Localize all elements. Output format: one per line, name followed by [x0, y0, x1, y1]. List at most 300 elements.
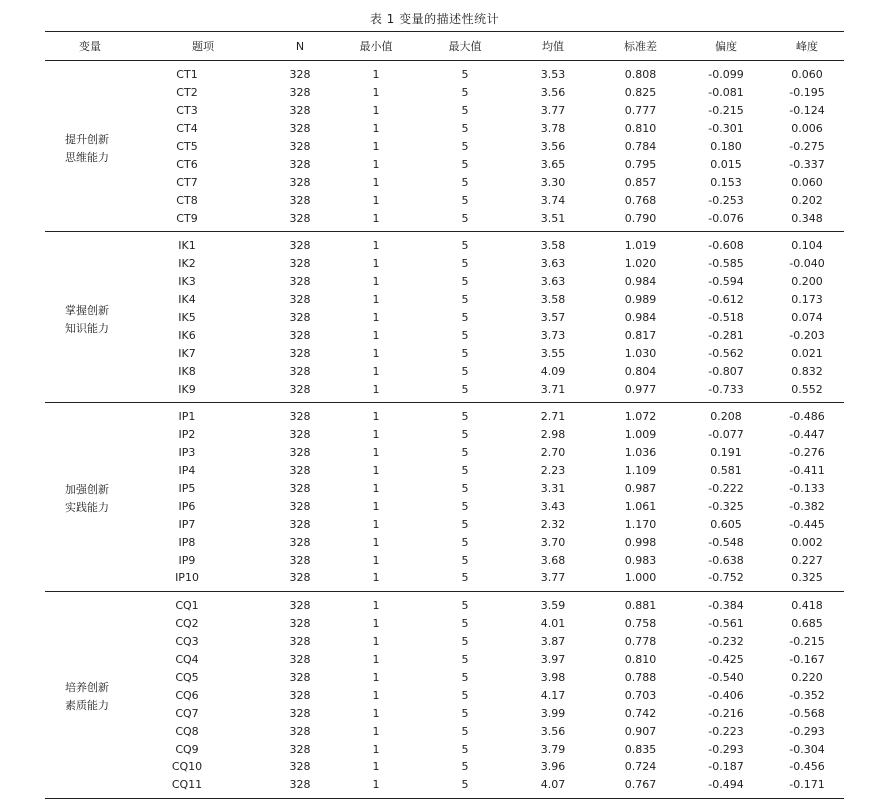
- min-cell: 1: [372, 464, 380, 478]
- n-cell: 328: [289, 104, 311, 118]
- min-cell: 1: [372, 670, 380, 684]
- mean-cell: 4.01: [540, 617, 566, 631]
- n-cell: 328: [289, 428, 311, 442]
- item-cell: CT4: [176, 122, 198, 136]
- table-row: [45, 84, 844, 102]
- group-label-line: 实践能力: [65, 501, 109, 515]
- kurtosis-cell: -0.133: [789, 482, 825, 496]
- n-cell: 328: [289, 635, 311, 649]
- std-cell: 0.825: [624, 86, 657, 100]
- min-cell: 1: [329, 209, 423, 231]
- max-cell: 5: [461, 275, 469, 289]
- skewness-cell: -0.612: [708, 293, 744, 307]
- mean-cell: 4.07: [507, 776, 599, 798]
- mean-cell: 4.17: [540, 688, 566, 702]
- skewness-cell: -0.076: [682, 209, 770, 231]
- min-cell: 1: [372, 364, 380, 378]
- table-row: [45, 426, 844, 444]
- min-cell: 1: [372, 140, 380, 153]
- skewness-cell: -0.223: [708, 724, 744, 738]
- skewness-cell: -0.077: [708, 428, 744, 442]
- kurtosis-cell: 0.200: [791, 275, 823, 289]
- std-cell: 1.019: [624, 239, 657, 253]
- n-cell: 328: [289, 410, 311, 424]
- mean-cell: 3.57: [540, 311, 566, 325]
- min-cell: 1: [372, 635, 380, 649]
- kurtosis-cell: 0.685: [791, 617, 823, 631]
- mean-cell: 3.58: [540, 293, 566, 307]
- n-cell: 328: [289, 157, 311, 171]
- mean-cell: 3.74: [540, 193, 566, 207]
- std-cell: 0.790: [599, 209, 682, 231]
- mean-cell: 3.53: [540, 68, 566, 82]
- std-cell: 0.810: [624, 653, 657, 667]
- table-row: [45, 403, 844, 426]
- kurtosis-cell: 0.220: [791, 670, 823, 684]
- std-cell: 0.989: [624, 293, 657, 307]
- kurtosis-cell: 0.173: [791, 293, 823, 307]
- mean-cell: 3.78: [540, 122, 566, 136]
- skewness-cell: 0.191: [710, 446, 742, 460]
- n-cell: 328: [289, 140, 311, 153]
- table-row: [45, 138, 844, 156]
- kurtosis-cell: -0.304: [789, 742, 825, 756]
- kurtosis-cell: -0.293: [789, 724, 825, 738]
- n-cell: 328: [289, 464, 311, 478]
- item-cell: CQ6: [175, 688, 199, 702]
- item-cell: IP9: [178, 553, 196, 567]
- group-label: [45, 61, 135, 232]
- n-cell: 328: [289, 275, 311, 289]
- min-cell: 1: [372, 553, 380, 567]
- mean-cell: 3.63: [540, 275, 566, 289]
- mean-cell: 3.31: [540, 482, 566, 496]
- table-row: [45, 686, 844, 704]
- n-cell: 328: [289, 517, 311, 531]
- max-cell: 5: [423, 209, 507, 231]
- mean-cell: 3.56: [540, 86, 566, 100]
- max-cell: 5: [461, 68, 469, 82]
- mean-cell: 3.56: [540, 724, 566, 738]
- item-cell: IP6: [178, 499, 196, 513]
- table-row: [45, 776, 844, 798]
- std-cell: 0.808: [624, 68, 657, 82]
- item-cell: IP10: [135, 569, 271, 591]
- max-cell: 5: [461, 499, 469, 513]
- n-cell: 328: [289, 482, 311, 496]
- table-row: [45, 669, 844, 687]
- min-cell: 1: [372, 706, 380, 720]
- item-cell: CT8: [176, 193, 198, 207]
- max-cell: 5: [461, 328, 469, 342]
- std-cell: 0.984: [624, 275, 657, 289]
- item-cell: IP5: [178, 482, 196, 496]
- skewness-cell: -0.081: [708, 86, 744, 100]
- item-cell: IK4: [178, 293, 196, 307]
- header-row: [45, 32, 844, 61]
- n-cell: 328: [289, 670, 311, 684]
- n-cell: 328: [289, 328, 311, 342]
- group-label-line: 培养创新: [65, 681, 109, 695]
- min-cell: 1: [372, 157, 380, 171]
- n-cell: 328: [289, 599, 311, 613]
- skewness-cell: 0.015: [710, 157, 742, 171]
- min-cell: 1: [372, 428, 380, 442]
- std-cell: 1.000: [599, 569, 682, 591]
- std-cell: 1.020: [624, 257, 657, 271]
- skewness-cell: 0.605: [710, 517, 742, 531]
- n-cell: 328: [289, 293, 311, 307]
- max-cell: 5: [461, 760, 469, 774]
- skewness-cell: -0.561: [708, 617, 744, 631]
- kurtosis-cell: 0.060: [791, 175, 823, 189]
- max-cell: 5: [461, 599, 469, 613]
- kurtosis-cell: -0.337: [789, 157, 825, 171]
- item-cell: IK2: [178, 257, 196, 271]
- min-cell: 1: [372, 175, 380, 189]
- skewness-cell: -0.293: [708, 742, 744, 756]
- n-cell: 328: [289, 553, 311, 567]
- n-cell: 328: [289, 86, 311, 100]
- min-cell: 1: [372, 653, 380, 667]
- max-cell: 5: [461, 535, 469, 549]
- mean-cell: 3.77: [540, 104, 566, 118]
- kurtosis-cell: 0.227: [791, 553, 823, 567]
- std-cell: 1.061: [624, 499, 657, 513]
- header-min: 最小值: [329, 32, 423, 61]
- mean-cell: 3.59: [540, 599, 566, 613]
- max-cell: 5: [423, 380, 507, 402]
- std-cell: 1.009: [624, 428, 657, 442]
- skewness-cell: -0.216: [708, 706, 744, 720]
- skewness-cell: -0.406: [708, 688, 744, 702]
- max-cell: 5: [461, 688, 469, 702]
- item-cell: IP4: [178, 464, 196, 478]
- min-cell: 1: [372, 275, 380, 289]
- skewness-cell: 0.581: [710, 464, 742, 478]
- item-cell: CT1: [176, 68, 198, 82]
- std-cell: 0.881: [624, 599, 657, 613]
- mean-cell: 3.77: [507, 569, 599, 591]
- item-cell: IP7: [178, 517, 196, 531]
- min-cell: 1: [372, 346, 380, 360]
- mean-cell: 3.97: [540, 653, 566, 667]
- std-cell: 0.768: [624, 193, 657, 207]
- mean-cell: 3.65: [540, 157, 566, 171]
- skewness-cell: -0.281: [708, 328, 744, 342]
- item-cell: CQ4: [175, 653, 199, 667]
- descriptive-stats-table: [45, 31, 844, 799]
- table-row: [45, 120, 844, 138]
- kurtosis-cell: -0.171: [770, 776, 844, 798]
- n-cell: 328: [289, 446, 311, 460]
- std-cell: 1.030: [624, 346, 657, 360]
- table-row: [45, 255, 844, 273]
- item-cell: CQ5: [175, 670, 199, 684]
- mean-cell: 3.30: [540, 175, 566, 189]
- max-cell: 5: [461, 553, 469, 567]
- min-cell: 1: [372, 239, 380, 253]
- kurtosis-cell: 0.002: [791, 535, 823, 549]
- min-cell: 1: [372, 742, 380, 756]
- min-cell: 1: [372, 328, 380, 342]
- item-cell: IK5: [178, 311, 196, 325]
- table-row: [45, 191, 844, 209]
- table-row: [45, 758, 844, 776]
- table-row: [45, 273, 844, 291]
- min-cell: 1: [372, 446, 380, 460]
- table-row: [45, 591, 844, 614]
- item-cell: IK6: [178, 328, 196, 342]
- table-row: [45, 344, 844, 362]
- group-label-line: 知识能力: [65, 321, 109, 335]
- std-cell: 0.983: [624, 553, 657, 567]
- group-label: [45, 232, 135, 403]
- kurtosis-cell: 0.348: [770, 209, 844, 231]
- item-cell: IK9: [135, 380, 271, 402]
- skewness-cell: -0.562: [708, 346, 744, 360]
- kurtosis-cell: 0.325: [770, 569, 844, 591]
- skewness-cell: -0.099: [708, 68, 744, 82]
- item-cell: CQ8: [175, 724, 199, 738]
- item-cell: CQ10: [171, 760, 203, 774]
- item-cell: IK8: [178, 364, 196, 378]
- min-cell: 1: [329, 380, 423, 402]
- kurtosis-cell: -0.040: [789, 257, 825, 271]
- table-row: [45, 633, 844, 651]
- group-label-line: 掌握创新: [65, 303, 109, 317]
- skewness-cell: -0.215: [708, 104, 744, 118]
- min-cell: 1: [372, 617, 380, 631]
- skewness-cell: -0.518: [708, 311, 744, 325]
- item-cell: CQ7: [175, 706, 199, 720]
- n-cell: 328: [289, 364, 311, 378]
- kurtosis-cell: -0.486: [789, 410, 825, 424]
- std-cell: 0.767: [599, 776, 682, 798]
- skewness-cell: -0.594: [708, 275, 744, 289]
- skewness-cell: -0.585: [708, 257, 744, 271]
- kurtosis-cell: 0.104: [791, 239, 823, 253]
- max-cell: 5: [461, 670, 469, 684]
- skewness-cell: -0.752: [682, 569, 770, 591]
- n-cell: 328: [289, 742, 311, 756]
- n-cell: 328: [289, 535, 311, 549]
- mean-cell: 2.23: [540, 464, 566, 478]
- max-cell: 5: [461, 410, 469, 424]
- n-cell: 328: [289, 706, 311, 720]
- table-title: 表 1 变量的描述性统计: [369, 12, 500, 26]
- table-row: [45, 309, 844, 327]
- min-cell: 1: [372, 410, 380, 424]
- header-skewness: 偏度: [682, 32, 770, 61]
- max-cell: 5: [461, 617, 469, 631]
- item-cell: CQ1: [175, 599, 199, 613]
- max-cell: 5: [461, 742, 469, 756]
- skewness-cell: -0.222: [708, 482, 744, 496]
- skewness-cell: -0.540: [708, 670, 744, 684]
- item-cell: IP1: [178, 410, 196, 424]
- item-cell: CQ2: [175, 617, 199, 631]
- item-cell: IP2: [178, 428, 196, 442]
- mean-cell: 3.68: [540, 553, 566, 567]
- table-row: [45, 480, 844, 498]
- min-cell: 1: [372, 122, 380, 136]
- table-row: [45, 209, 844, 231]
- min-cell: 1: [372, 517, 380, 531]
- item-cell: CQ11: [135, 776, 271, 798]
- std-cell: 0.907: [624, 724, 657, 738]
- std-cell: 1.109: [624, 464, 657, 478]
- n-cell: 328: [289, 257, 311, 271]
- n-cell: 328: [289, 760, 311, 774]
- mean-cell: 3.99: [540, 706, 566, 720]
- table-row: [45, 515, 844, 533]
- mean-cell: 3.73: [540, 328, 566, 342]
- item-cell: IK3: [178, 275, 196, 289]
- min-cell: 1: [372, 193, 380, 207]
- n-cell: 328: [271, 209, 329, 231]
- max-cell: 5: [461, 140, 469, 153]
- mean-cell: 2.32: [540, 517, 566, 531]
- max-cell: 5: [461, 293, 469, 307]
- std-cell: 0.788: [624, 670, 657, 684]
- std-cell: 0.810: [624, 122, 657, 136]
- max-cell: 5: [461, 428, 469, 442]
- max-cell: 5: [461, 175, 469, 189]
- kurtosis-cell: 0.006: [791, 122, 823, 136]
- item-cell: CQ3: [175, 635, 199, 649]
- std-cell: 1.170: [624, 517, 657, 531]
- max-cell: 5: [461, 517, 469, 531]
- std-cell: 0.703: [624, 688, 657, 702]
- table-row: [45, 533, 844, 551]
- max-cell: 5: [423, 569, 507, 591]
- table-row: [45, 569, 844, 591]
- max-cell: 5: [461, 446, 469, 460]
- table-row: [45, 497, 844, 515]
- max-cell: 5: [461, 364, 469, 378]
- min-cell: 1: [372, 104, 380, 118]
- min-cell: 1: [372, 257, 380, 271]
- std-cell: 0.817: [624, 328, 657, 342]
- kurtosis-cell: -0.352: [789, 688, 825, 702]
- std-cell: 0.724: [624, 760, 657, 774]
- item-cell: IK7: [178, 346, 196, 360]
- std-cell: 0.784: [624, 140, 657, 153]
- header-kurtosis: 峰度: [770, 32, 844, 61]
- skewness-cell: -0.733: [682, 380, 770, 402]
- kurtosis-cell: -0.382: [789, 499, 825, 513]
- table-row: [45, 102, 844, 120]
- mean-cell: 3.51: [507, 209, 599, 231]
- header-mean: 均值: [507, 32, 599, 61]
- max-cell: 5: [461, 724, 469, 738]
- mean-cell: 3.70: [540, 535, 566, 549]
- std-cell: 1.036: [624, 446, 657, 460]
- max-cell: 5: [461, 482, 469, 496]
- kurtosis-cell: 0.832: [791, 364, 823, 378]
- mean-cell: 2.71: [540, 410, 566, 424]
- table-row: [45, 155, 844, 173]
- std-cell: 0.778: [624, 635, 657, 649]
- table-row: [45, 651, 844, 669]
- item-cell: CT7: [176, 175, 198, 189]
- kurtosis-cell: -0.445: [789, 517, 825, 531]
- group-label: [45, 591, 135, 798]
- n-cell: 328: [271, 380, 329, 402]
- min-cell: 1: [329, 569, 423, 591]
- mean-cell: 2.70: [540, 446, 566, 460]
- kurtosis-cell: -0.215: [789, 635, 825, 649]
- mean-cell: 3.87: [540, 635, 566, 649]
- min-cell: 1: [372, 499, 380, 513]
- table-row: [45, 232, 844, 255]
- kurtosis-cell: -0.275: [789, 140, 825, 153]
- std-cell: 0.857: [624, 175, 657, 189]
- min-cell: 1: [372, 688, 380, 702]
- n-cell: 328: [289, 175, 311, 189]
- table-row: [45, 551, 844, 569]
- mean-cell: 3.98: [540, 670, 566, 684]
- mean-cell: 3.58: [540, 239, 566, 253]
- std-cell: 0.795: [624, 157, 657, 171]
- table-row: [45, 61, 844, 84]
- max-cell: 5: [461, 706, 469, 720]
- n-cell: 328: [289, 346, 311, 360]
- max-cell: 5: [461, 122, 469, 136]
- table-row: [45, 704, 844, 722]
- std-cell: 0.804: [624, 364, 657, 378]
- table-row: [45, 291, 844, 309]
- min-cell: 1: [372, 760, 380, 774]
- kurtosis-cell: 0.552: [770, 380, 844, 402]
- table-row: [45, 740, 844, 758]
- max-cell: 5: [461, 239, 469, 253]
- item-cell: CT2: [176, 86, 198, 100]
- min-cell: 1: [372, 482, 380, 496]
- item-cell: CT6: [176, 157, 198, 171]
- mean-cell: 2.98: [540, 428, 566, 442]
- n-cell: 328: [289, 724, 311, 738]
- n-cell: 328: [289, 311, 311, 325]
- max-cell: 5: [461, 193, 469, 207]
- min-cell: 1: [372, 86, 380, 100]
- std-cell: 0.977: [599, 380, 682, 402]
- kurtosis-cell: -0.411: [789, 464, 825, 478]
- skewness-cell: -0.187: [708, 760, 744, 774]
- skewness-cell: -0.253: [708, 193, 744, 207]
- kurtosis-cell: -0.456: [789, 760, 825, 774]
- skewness-cell: -0.301: [708, 122, 744, 136]
- header-variable: 变量: [45, 32, 135, 61]
- n-cell: 328: [271, 776, 329, 798]
- skewness-cell: -0.608: [708, 239, 744, 253]
- kurtosis-cell: -0.447: [789, 428, 825, 442]
- group-label-line: 提升创新: [65, 132, 109, 146]
- item-cell: IK1: [178, 239, 196, 253]
- min-cell: 1: [372, 535, 380, 549]
- n-cell: 328: [289, 499, 311, 513]
- max-cell: 5: [461, 311, 469, 325]
- skewness-cell: -0.638: [708, 553, 744, 567]
- table-row: [45, 380, 844, 402]
- min-cell: 1: [372, 599, 380, 613]
- item-cell: CT3: [176, 104, 198, 118]
- min-cell: 1: [372, 311, 380, 325]
- skewness-cell: 0.180: [710, 140, 742, 153]
- group-label: [45, 403, 135, 592]
- kurtosis-cell: -0.195: [789, 86, 825, 100]
